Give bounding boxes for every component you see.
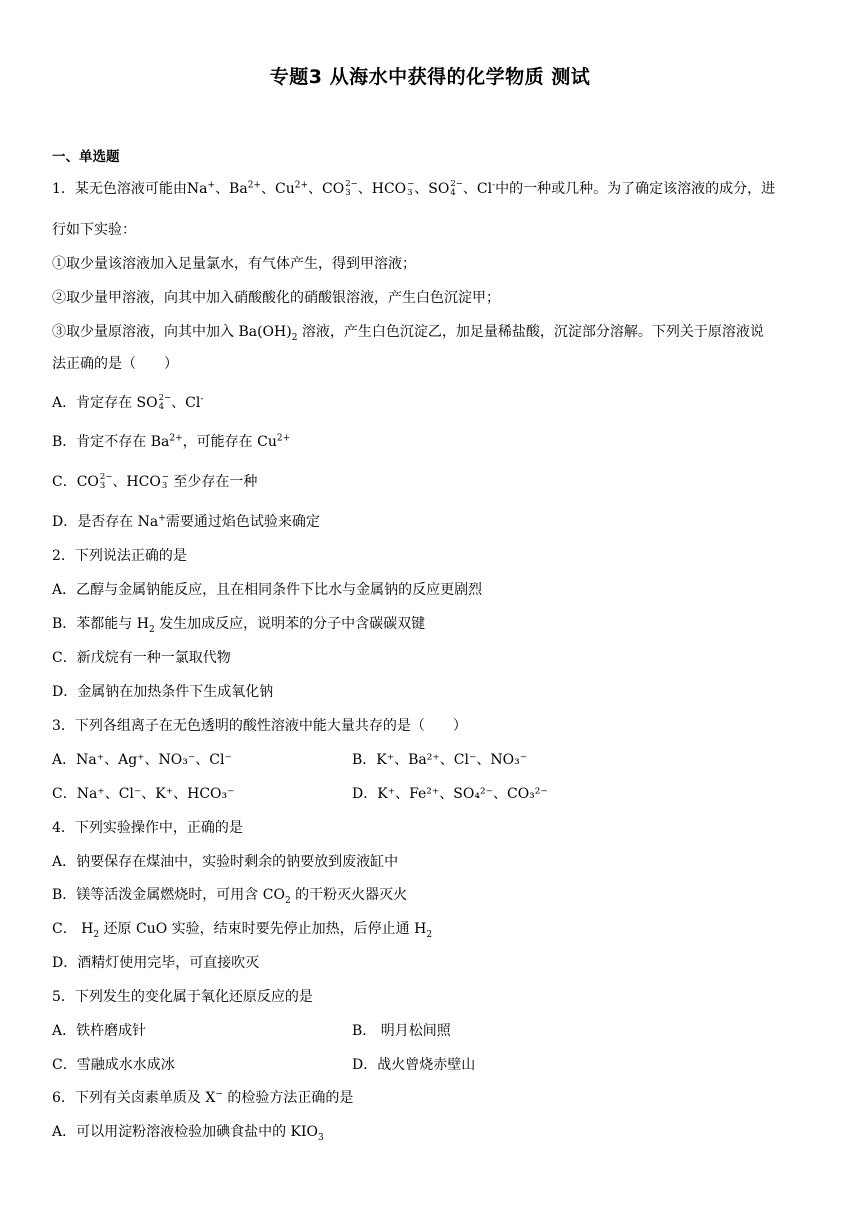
subscript: 2 [284, 895, 291, 906]
q1-text: ③取少量原溶液，向其中加入 Ba(OH) [52, 324, 292, 340]
q1-step3-line2: 法正确的是（ ） [52, 356, 178, 372]
q1-text: 中的一种或几种。为了确定该溶液的成分，进 [495, 181, 776, 197]
q6-option-a [52, 1121, 324, 1141]
option-text: B．肯定不存在 Ba [52, 434, 170, 450]
q4-option-a: A．钠要保存在煤油中，实验时剩余的钠要放到废液缸中 [52, 854, 399, 870]
option-text: C． H [52, 921, 94, 937]
ion-script: 2− 3 [345, 179, 358, 198]
q4-stem: 4．下列实验操作中，正确的是 [52, 820, 243, 836]
option-text: B．苯都能与 H [52, 616, 149, 632]
q1-text: 、Cu [260, 181, 295, 197]
q1-text: 、HCO [357, 181, 407, 197]
charge: 2+ [276, 433, 291, 444]
q6-text: 的检验方法正确的是 [222, 1090, 354, 1106]
q5-option-a: A．铁杵磨成针 [52, 1023, 147, 1039]
q2-option-a: A．乙醇与金属钠能反应，且在相同条件下比水与金属钠的反应更剧烈 [52, 582, 483, 598]
q2-option-d: D．金属钠在加热条件下生成氧化钠 [52, 684, 274, 700]
q1-option-c [52, 471, 257, 491]
charge: 2+ [247, 180, 261, 191]
charge: + [207, 180, 216, 191]
option-text: A．肯定存在 SO [52, 395, 158, 411]
option-text: 还原 CuO 实验，结束时要先停止加热，后停止通 H [99, 921, 427, 937]
option-text: 发生加成反应，说明苯的分子中含碳碳双键 [154, 616, 426, 632]
option-text: B．镁等活泼金属燃烧时，可用含 CO [52, 887, 285, 903]
q1-step3 [52, 321, 764, 341]
q2-option-b [52, 613, 425, 633]
page-title: 专题3 从海水中获得的化学物质 测试 [269, 66, 591, 88]
charge: − [215, 1089, 223, 1100]
q2-option-c: C．新戊烷有一种一氯取代物 [52, 650, 231, 666]
subscript: 2 [148, 624, 155, 635]
charge: - [200, 394, 204, 405]
option-text: C．CO [52, 474, 99, 490]
q1-option-a [52, 392, 203, 412]
q1-text: 、Cl [462, 181, 493, 197]
q6-text: 6．下列有关卤素单质及 X [52, 1090, 216, 1106]
q1-step1: ①取少量该溶液加入足量氯水，有气体产生，得到甲溶液； [52, 256, 416, 272]
subscript: 2 [426, 929, 433, 940]
q1-text: 、SO [414, 181, 450, 197]
option-text: 至少存在一种 [168, 474, 258, 490]
charge: 2+ [294, 180, 308, 191]
q6-stem [52, 1087, 353, 1107]
section-heading: 一、单选题 [52, 149, 120, 165]
q1-option-b [52, 431, 290, 451]
q3-option-c: C．Na⁺、Cl⁻、K⁺、HCO₃⁻ [52, 786, 235, 802]
charge: + [158, 513, 166, 524]
option-text: A．可以用淀粉溶液检验加碘食盐中的 KIO [52, 1124, 319, 1140]
q1-text: 1．某无色溶液可能由Na [52, 181, 208, 197]
charge: - [492, 180, 496, 191]
q5-option-c: C．雪融成水水成冰 [52, 1057, 175, 1073]
q5-option-d: D．战火曾烧赤壁山 [352, 1057, 476, 1073]
q1-option-d [52, 511, 320, 531]
q2-stem: 2．下列说法正确的是 [52, 548, 187, 564]
q3-option-a: A．Na⁺、Ag⁺、NO₃⁻、Cl⁻ [52, 752, 232, 768]
subscript: 2 [93, 929, 100, 940]
q1-stem [52, 178, 775, 198]
ion-script: − 3 [161, 472, 169, 491]
q3-option-b: B．K⁺、Ba²⁺、Cl⁻、NO₃⁻ [352, 752, 528, 768]
option-text: 、HCO [112, 474, 161, 490]
q3-option-d: D．K⁺、Fe²⁺、SO₄²⁻、CO₃²⁻ [352, 786, 548, 802]
subscript: 2 [291, 332, 298, 343]
q1-text: 、CO [308, 181, 345, 197]
subscript: 3 [318, 1132, 324, 1143]
ion-script: 2− 4 [450, 179, 463, 198]
q4-option-d: D．酒精灯使用完毕，可直接吹灭 [52, 955, 260, 971]
q1-step2: ②取少量甲溶液，向其中加入硝酸酸化的硝酸银溶液，产生白色沉淀甲； [52, 290, 500, 306]
q4-option-b [52, 884, 407, 904]
q1-text: 、Ba [215, 181, 248, 197]
ion-script: 2− 3 [99, 472, 113, 491]
q1-stem-line2: 行如下实验： [52, 222, 136, 238]
option-text: 需要通过焰色试验来确定 [165, 514, 320, 530]
ion-script: 2− 4 [158, 393, 172, 412]
q5-option-b: B． 明月松间照 [352, 1023, 451, 1039]
ion-script: − 3 [407, 179, 415, 198]
charge: 2+ [169, 433, 183, 444]
q1-text: 溶液，产生白色沉淀乙，加足量稀盐酸，沉淀部分溶解。下列关于原溶液说 [297, 324, 764, 340]
q5-stem: 5．下列发生的变化属于氧化还原反应的是 [52, 989, 313, 1005]
q4-option-c [52, 918, 432, 938]
option-text: ，可能存在 Cu [182, 434, 277, 450]
option-text: 的干粉灭火器灭火 [290, 887, 408, 903]
option-text: 、Cl [171, 395, 201, 411]
q3-stem: 3．下列各组离子在无色透明的酸性溶液中能大量共存的是（ ） [52, 718, 467, 734]
option-text: D．是否存在 Na [52, 514, 159, 530]
